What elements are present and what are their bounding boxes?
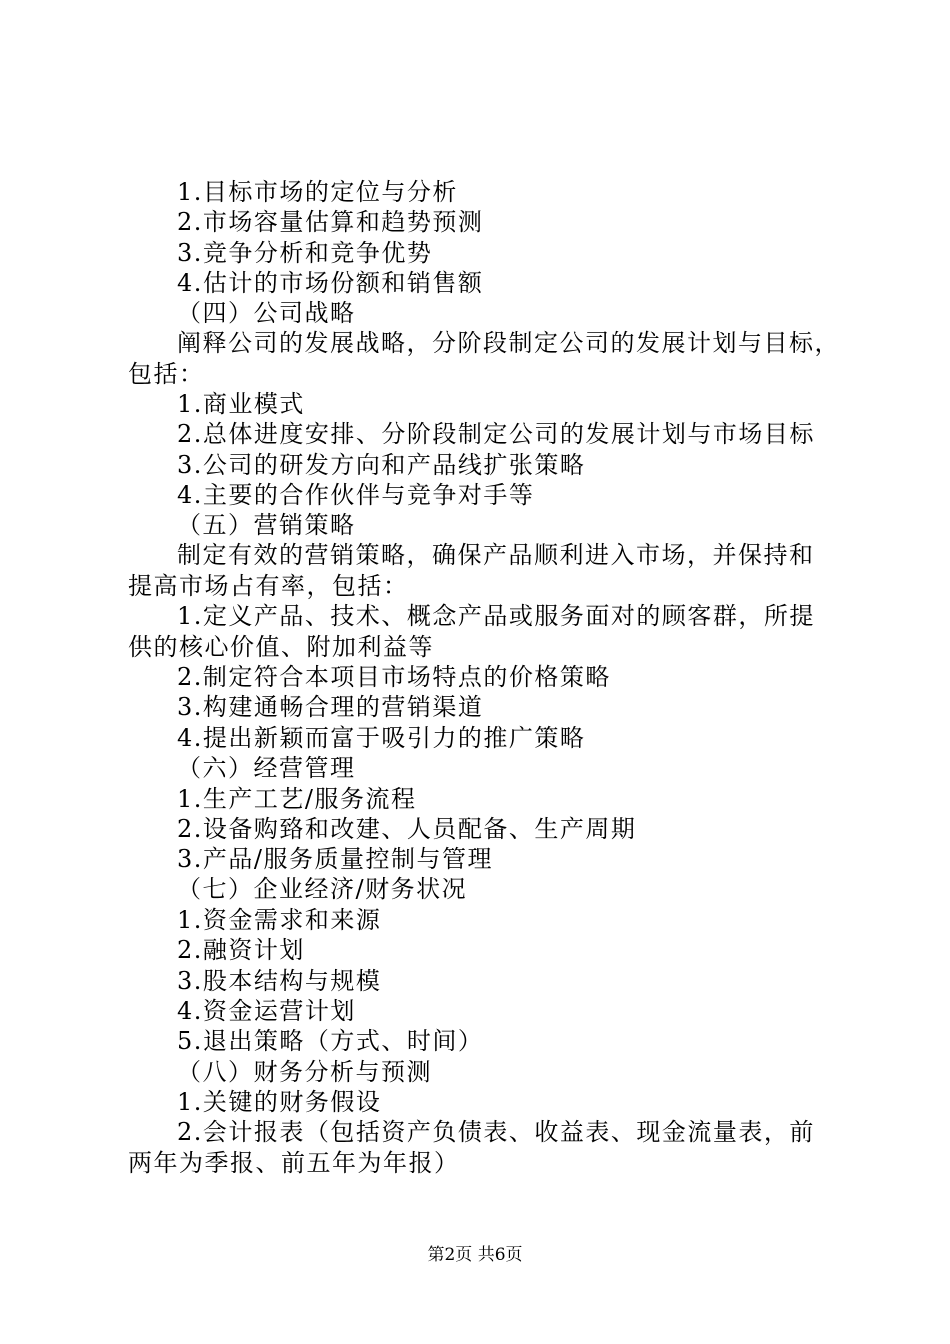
list-item: 2.融资计划 [177, 936, 305, 964]
list-item: 1.生产工艺/服务流程 [177, 785, 417, 813]
section-heading: （五）营销策略 [177, 511, 356, 539]
paragraph-line: 阐释公司的发展战略，分阶段制定公司的发展计划与目标， [177, 329, 840, 357]
list-item: 1.目标市场的定位与分析 [177, 178, 458, 206]
section-heading: （六）经营管理 [177, 754, 356, 782]
list-item: 3.公司的研发方向和产品线扩张策略 [177, 451, 586, 479]
section-heading: （八）财务分析与预测 [177, 1058, 432, 1086]
paragraph-line: 包括： [128, 360, 205, 388]
page-number-footer: 第2页 共6页 [427, 1245, 523, 1265]
paragraph-line: 制定有效的营销策略，确保产品顺利进入市场，并保持和 [177, 541, 815, 569]
list-item: 两年为季报、前五年为年报） [128, 1149, 460, 1177]
list-item: 1.资金需求和来源 [177, 906, 382, 934]
list-item: 1.定义产品、技术、概念产品或服务面对的顾客群，所提 [177, 602, 815, 630]
list-item: 1.关键的财务假设 [177, 1088, 382, 1116]
list-item: 2.设备购臵和改建、人员配备、生产周期 [177, 815, 637, 843]
paragraph-line: 提高市场占有率，包括： [128, 572, 409, 600]
list-item: 2.市场容量估算和趋势预测 [177, 208, 484, 236]
list-item: 3.股本结构与规模 [177, 967, 382, 995]
list-item: 2.会计报表（包括资产负债表、收益表、现金流量表，前 [177, 1118, 815, 1146]
list-item: 3.构建通畅合理的营销渠道 [177, 693, 484, 721]
list-item: 2.总体进度安排、分阶段制定公司的发展计划与市场目标 [177, 420, 815, 448]
list-item: 3.产品/服务质量控制与管理 [177, 845, 493, 873]
list-item: 2.制定符合本项目市场特点的价格策略 [177, 663, 611, 691]
list-item: 供的核心价值、附加利益等 [128, 633, 434, 661]
list-item: 3.竞争分析和竞争优势 [177, 239, 433, 267]
list-item: 4.资金运营计划 [177, 997, 356, 1025]
list-item: 4.提出新颖而富于吸引力的推广策略 [177, 724, 586, 752]
list-item: 1.商业模式 [177, 390, 305, 418]
section-heading: （七）企业经济/财务状况 [177, 875, 468, 903]
list-item: 5.退出策略（方式、时间） [177, 1027, 484, 1055]
section-heading: （四）公司战略 [177, 299, 356, 327]
list-item: 4.主要的合作伙伴与竞争对手等 [177, 481, 535, 509]
list-item: 4.估计的市场份额和销售额 [177, 269, 484, 297]
